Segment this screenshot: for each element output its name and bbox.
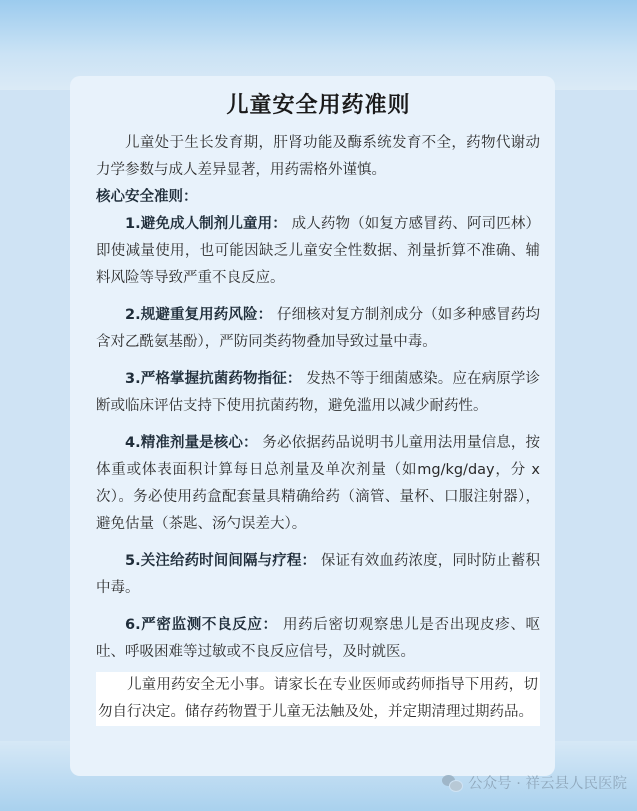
rule-item (96, 366, 540, 420)
intro-paragraph: 儿童处于生长发育期，肝肾功能及酶系统发育不全，药物代谢动力学参数与成人差异显著，用药需格外谨慎。 (96, 135, 540, 178)
rule-title: 4.精准剂量是核心： (125, 435, 258, 451)
rule-body: 仔细核对复方制剂成分（如多种感冒药均含对乙酰氨基酚），严防同类药物叠加导致过量中毒。 (96, 307, 541, 350)
rule-title: 3.严格掌握抗菌药物指征： (125, 371, 302, 387)
rule-item (96, 211, 540, 292)
wechat-watermark (442, 772, 627, 793)
rule-body: 务必依据药品说明书儿童用法用量信息，按体重或体表面积计算每日总剂量及单次剂量（如mg/kg/day，分 x 次）。务必使用药盒配套量具精确给药（滴管、量杯、口服注射器），避免估量（茶匙、汤勺误差大）。 (96, 435, 540, 532)
watermark-text: 公众号 · 祥云县人民医院 (468, 776, 627, 792)
wechat-icon (442, 775, 462, 791)
rule-title: 6.严密监测不良反应： (125, 617, 278, 633)
article-body (96, 130, 540, 726)
rule-item (96, 612, 540, 666)
rule-title: 5.关注给药时间间隔与疗程： (125, 553, 317, 569)
rule-title: 2.规避重复用药风险： (125, 307, 273, 323)
conclusion-paragraph: 儿童用药安全无小事。请家长在专业医师或药师指导下用药，切勿自行决定。储存药物置于儿童无法触及处，并定期清理过期药品。 (96, 672, 540, 726)
rule-body: 保证有效血药浓度，同时防止蓄积中毒。 (96, 553, 540, 596)
page-title: 儿童安全用药准则 (226, 92, 411, 118)
core-rules-heading: 核心安全准则： (96, 189, 198, 205)
rule-body: 成人药物（如复方感冒药、阿司匹林）即使减量使用，也可能因缺乏儿童安全性数据、剂量折算不准确、辅料风险等导致严重不良反应。 (96, 216, 540, 286)
rule-body: 用药后密切观察患儿是否出现皮疹、呕吐、呼吸困难等过敏或不良反应信号，及时就医。 (96, 617, 541, 660)
rule-title: 1.避免成人制剂儿童用： (125, 216, 287, 232)
rule-item (96, 548, 540, 602)
rule-item (96, 302, 540, 356)
rule-body: 发热不等于细菌感染。应在病原学诊断或临床评估支持下使用抗菌药物，避免滥用以减少耐药性。 (96, 371, 541, 414)
rule-item (96, 430, 540, 538)
